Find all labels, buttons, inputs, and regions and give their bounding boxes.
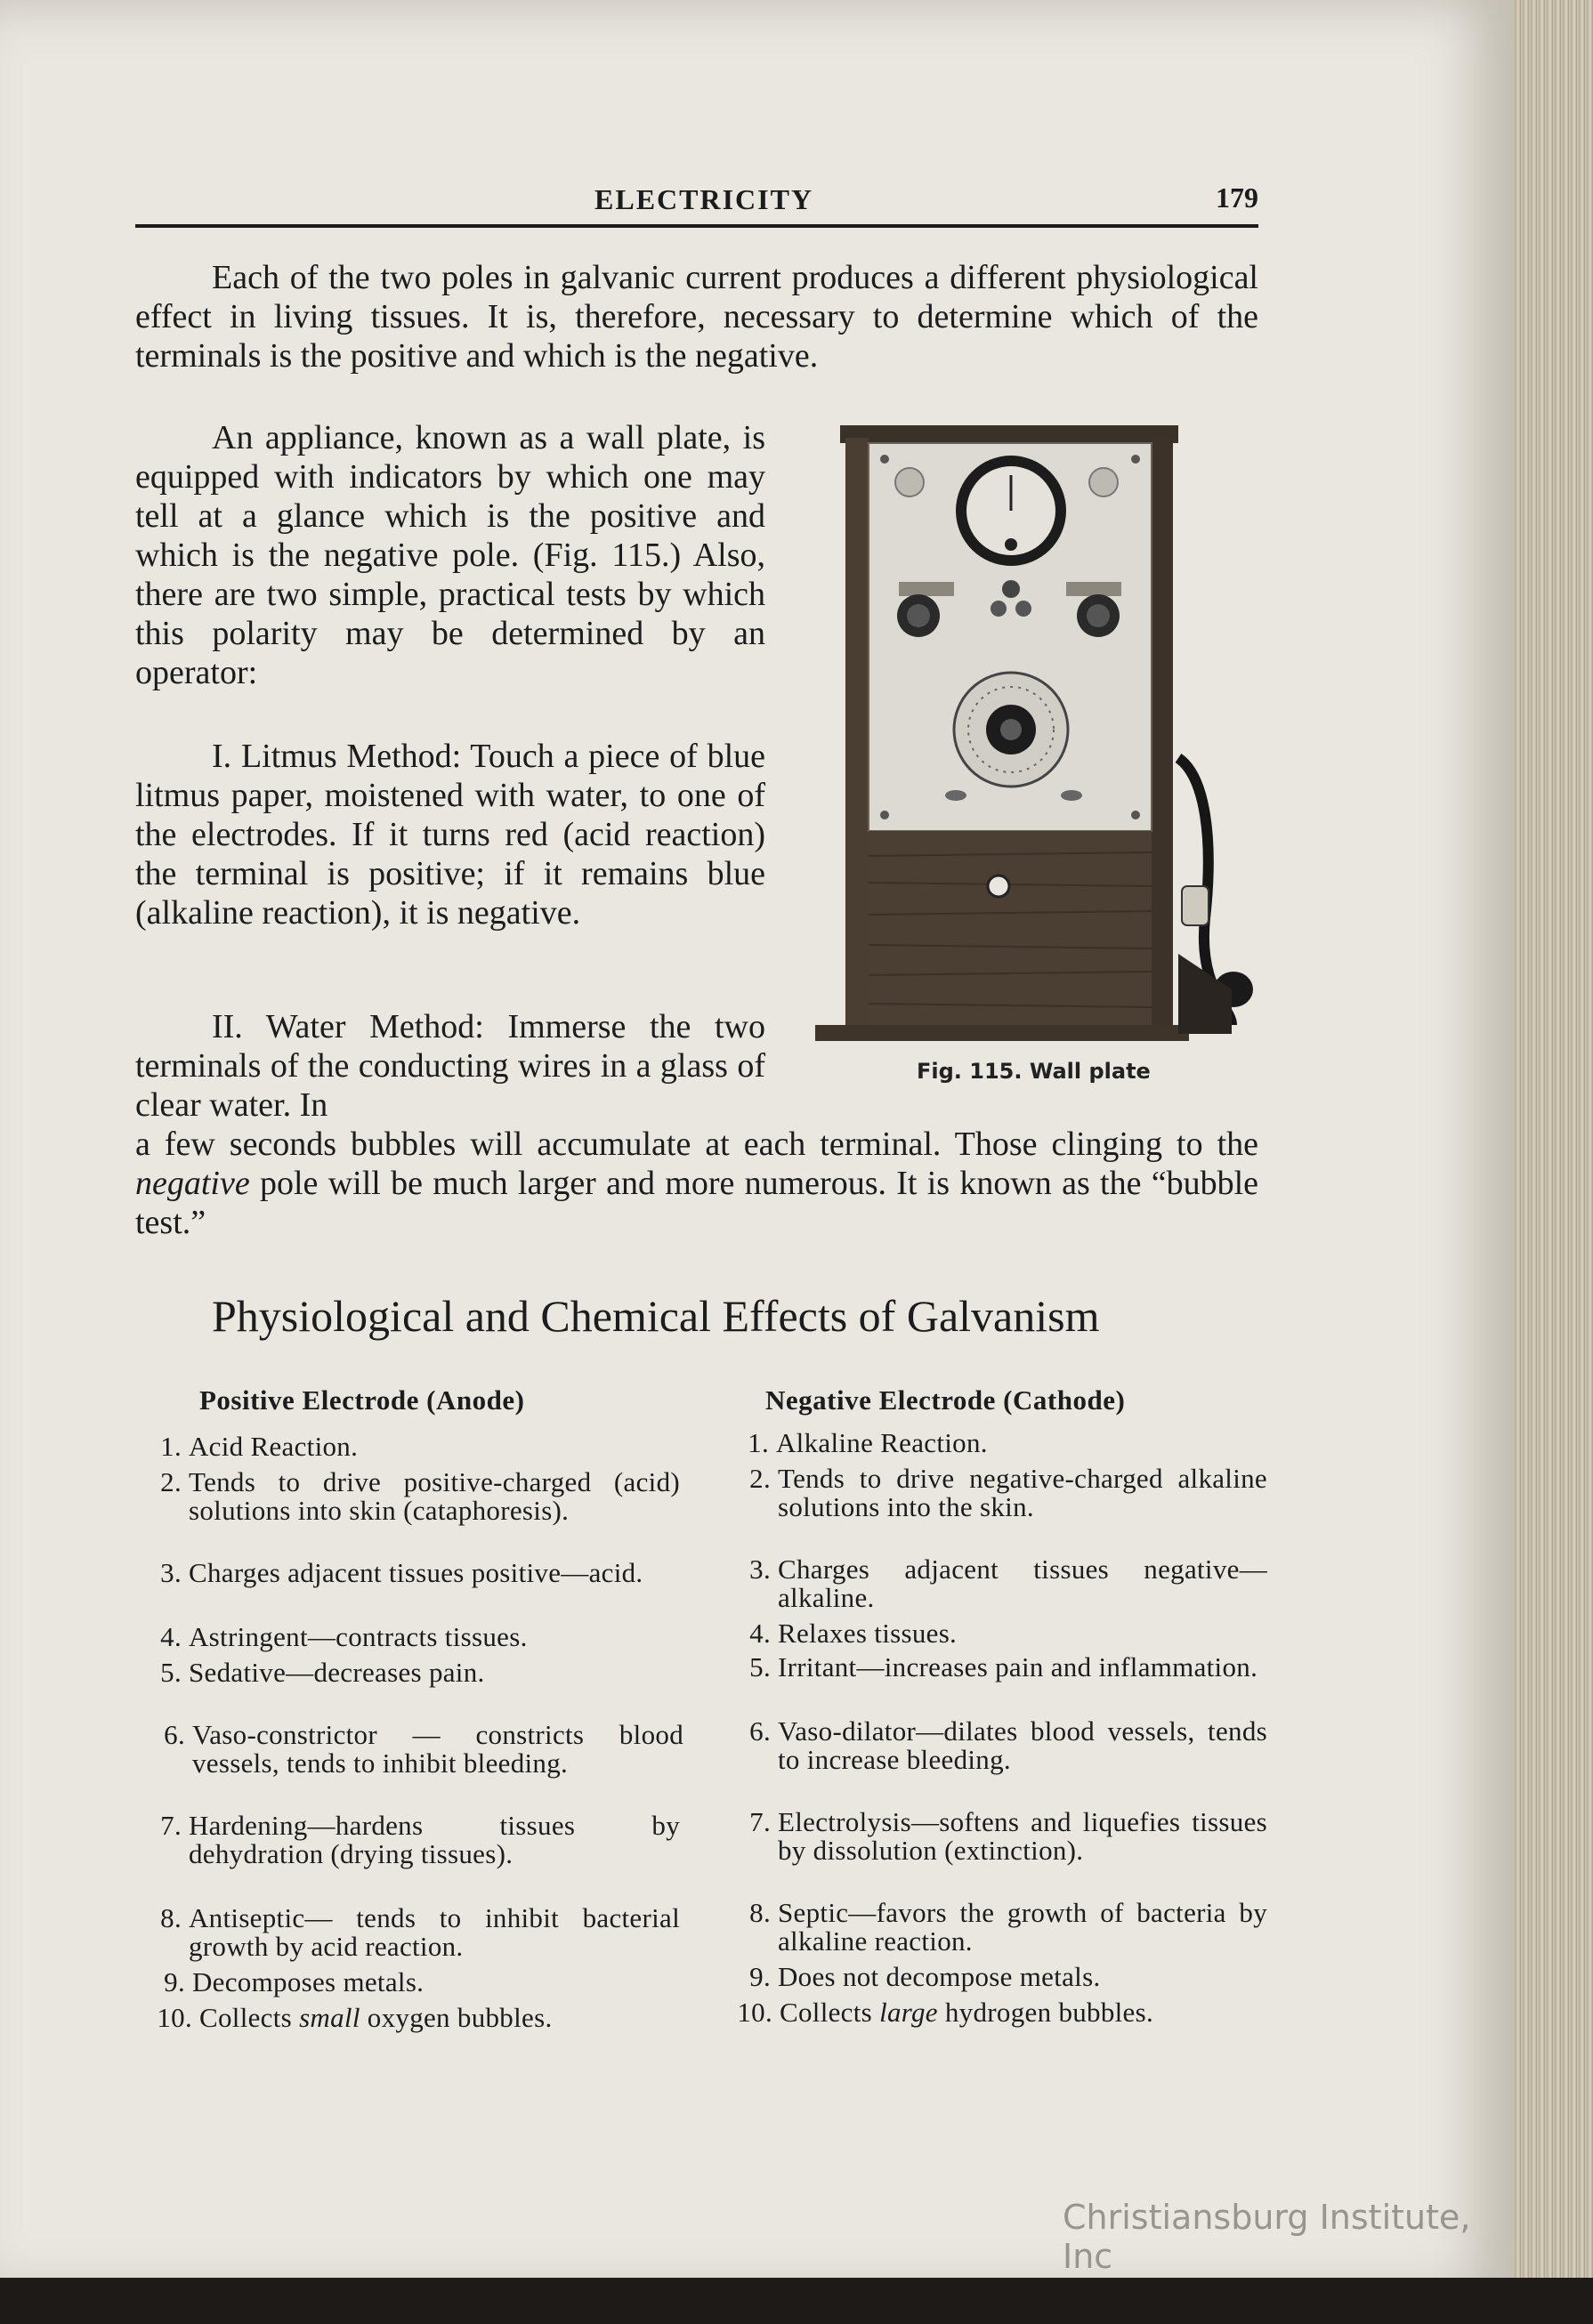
paragraph-bubble-test-text — [135, 1125, 1258, 1242]
item-number: 3. — [160, 1557, 182, 1588]
item-number: 9. — [164, 1966, 185, 1997]
paragraph-water-method-text: II. Water Method: Immerse the two terminals of the conducting wires in a glass of clear water. In — [135, 1008, 765, 1124]
negative-effect-item — [749, 1897, 1267, 1957]
negative-electrode-heading: Negative Electrode (Cathode) — [765, 1384, 1126, 1416]
item-number: 4. — [749, 1618, 771, 1649]
positive-effect-item — [164, 1966, 683, 1997]
item-text: Collects — [199, 2002, 300, 2033]
paragraph-wall-plate — [135, 418, 765, 692]
wall-plate-illustration — [813, 420, 1276, 1078]
bubble-test-text-b: pole will be much larger and more numerous. It is known as the “bubble test.” — [135, 1165, 1258, 1241]
item-number: 6. — [749, 1715, 771, 1747]
item-number: 9. — [749, 1961, 771, 1992]
paragraph-intro — [135, 258, 1258, 375]
item-text: Charges adjacent tissues positive—acid. — [189, 1557, 643, 1588]
paragraph-water-method — [135, 1007, 765, 1125]
item-text: Astringent—contracts tissues. — [189, 1621, 528, 1652]
item-text: Does not decompose metals. — [778, 1961, 1101, 1992]
positive-electrode-heading: Positive Electrode (Anode) — [199, 1384, 525, 1416]
bubble-test-emphasis: negative — [135, 1165, 250, 1202]
positive-effect-item — [160, 1657, 680, 1688]
negative-effect-item — [749, 1651, 1267, 1682]
item-text: oxygen bubbles. — [360, 2002, 553, 2033]
item-text-emphasis: small — [299, 2002, 360, 2033]
item-number: 6. — [164, 1719, 185, 1750]
positive-effect-item — [160, 1902, 680, 1962]
item-number: 2. — [749, 1463, 771, 1494]
positive-effect-item — [160, 1621, 680, 1652]
paragraph-litmus-method-text: I. Litmus Method: Touch a piece of blue litmus paper, moistened with water, to one of the electrodes. If it turns red (acid reaction) the terminal is positive; if it remains blue (alkaline reaction), it is negative. — [135, 738, 765, 932]
item-text: Decomposes metals. — [192, 1966, 425, 1997]
negative-effect-item — [749, 1463, 1267, 1522]
page-number: 179 — [1216, 182, 1258, 214]
item-text: Charges adjacent tissues negative—alkaline. — [778, 1553, 1267, 1613]
item-text-emphasis: large — [879, 1997, 938, 2028]
running-header — [135, 178, 1258, 228]
item-number: 10. — [737, 1997, 772, 2028]
item-text: Vaso-constrictor — constricts blood vessels, tends to inhibit bleeding. — [192, 1719, 683, 1779]
item-number: 4. — [160, 1621, 182, 1652]
item-number: 7. — [160, 1810, 182, 1841]
running-header-title: ELECTRICITY — [594, 183, 814, 215]
item-number: 8. — [749, 1897, 771, 1928]
item-text: Tends to drive negative-charged alkaline solutions into the skin. — [778, 1463, 1267, 1522]
paragraph-intro-text: Each of the two poles in galvanic current produces a different physiological effect in living tissues. It is, therefore, necessary to determine which of the terminals is the positive and which is the negative. — [135, 259, 1258, 375]
section-title: Physiological and Chemical Effects of Galvanism — [212, 1291, 1100, 1341]
positive-effect-item — [160, 1810, 680, 1869]
paragraph-litmus-method — [135, 737, 765, 932]
item-number: 5. — [160, 1657, 182, 1688]
positive-effect-item — [160, 1431, 723, 1462]
negative-effect-item — [749, 1961, 1267, 1992]
item-text: Sedative—decreases pain. — [189, 1657, 485, 1688]
negative-effect-item — [749, 1806, 1267, 1866]
item-text: Relaxes tissues. — [778, 1618, 958, 1649]
item-text: Septic—favors the growth of bacteria by alkaline reaction. — [778, 1897, 1267, 1957]
negative-effect-item — [748, 1427, 1266, 1458]
positive-effect-item — [164, 1719, 683, 1779]
item-text: Electrolysis—softens and liquefies tissues by dissolution (extinction). — [778, 1806, 1267, 1866]
item-text: Alkaline Reaction. — [776, 1427, 988, 1458]
book-page-edges — [1513, 0, 1593, 2324]
item-number: 1. — [748, 1427, 769, 1458]
negative-effect-item — [737, 1997, 1269, 2028]
item-text: Acid Reaction. — [189, 1431, 359, 1462]
bottom-shadow — [0, 2278, 1593, 2324]
watermark: Christiansburg Institute, Inc — [1063, 2198, 1471, 2276]
item-text: Irritant—increases pain and inflammation. — [778, 1651, 1258, 1682]
item-text: Vaso-dilator—dilates blood vessels, tends to increase bleeding. — [778, 1715, 1267, 1775]
item-text: Hardening—hardens tissues by dehydration (drying tissues). — [189, 1810, 680, 1869]
figure-caption: Fig. 115. Wall plate — [917, 1059, 1151, 1084]
item-text: Antiseptic— tends to inhibit bacterial growth by acid reaction. — [189, 1902, 680, 1962]
item-number: 1. — [160, 1431, 182, 1462]
item-number: 8. — [160, 1902, 182, 1933]
positive-effect-item — [160, 1557, 680, 1588]
positive-effect-item — [157, 2002, 691, 2033]
item-number: 2. — [160, 1466, 182, 1497]
paragraph-wall-plate-text: An appliance, known as a wall plate, is equipped with indicators by which one may tell at a glance which is the positive and which is the negative pole. (Fig. 115.) Also, there are two simple, practical tests by which this polarity may be determined by an operator: — [135, 419, 765, 691]
item-text: hydrogen bubbles. — [937, 1997, 1154, 2028]
negative-effect-item — [749, 1553, 1267, 1613]
negative-effect-item — [749, 1618, 1267, 1649]
item-number: 3. — [749, 1553, 771, 1585]
item-text: Tends to drive positive-charged (acid) solutions into skin (cataphoresis). — [189, 1466, 680, 1526]
item-number: 10. — [157, 2002, 192, 2033]
item-text: Collects — [780, 1997, 880, 2028]
bubble-test-text-a: a few seconds bubbles will accumulate at each terminal. Those clinging to the — [135, 1126, 1258, 1163]
item-number: 7. — [749, 1806, 771, 1837]
positive-effect-item — [160, 1466, 680, 1526]
paragraph-bubble-test — [135, 1125, 1258, 1242]
item-number: 5. — [749, 1651, 771, 1682]
negative-effect-item — [749, 1715, 1267, 1775]
